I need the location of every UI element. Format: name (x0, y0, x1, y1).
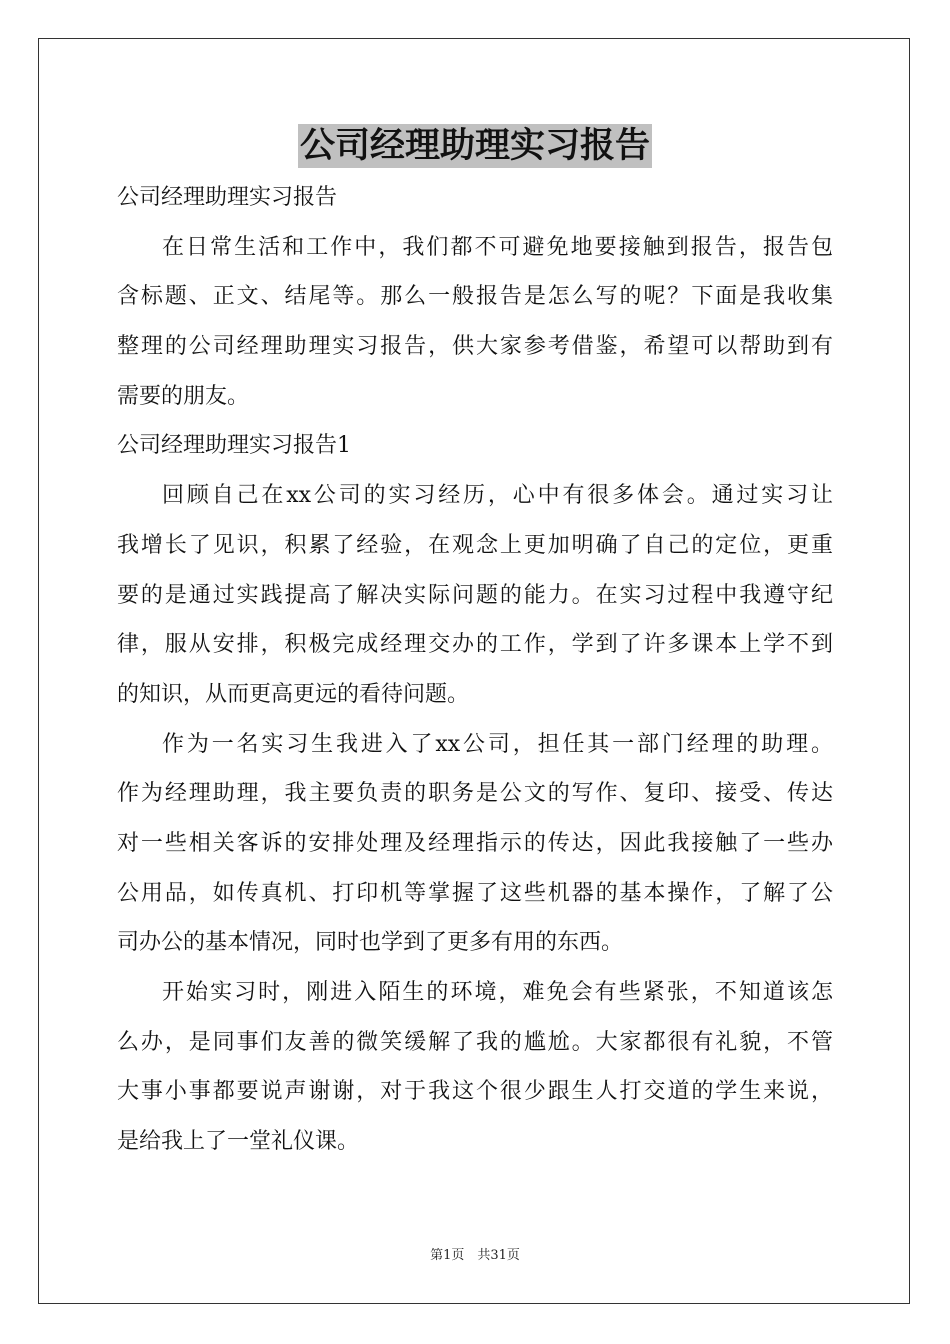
paragraph (117, 968, 833, 1167)
text-line: 司办公的基本情况，同时也学到了更多有用的东西。 (117, 930, 624, 956)
text-line: 作为经理助理，我主要负责的职务是公文的写作、复印、接受、传达 (117, 781, 833, 807)
page-footer: 第1页 共31页 (430, 1248, 520, 1263)
title-container (0, 124, 950, 168)
text-line: 律，服从安排，积极完成经理交办的工作，学到了许多课本上学不到 (117, 632, 833, 658)
text-line: 公司经理助理实习报告1 (117, 433, 351, 459)
section-heading (117, 421, 833, 471)
text-line: 么办，是同事们友善的微笑缓解了我的尴尬。大家都很有礼貌，不管 (117, 1029, 833, 1055)
text-line: 作为一名实习生我进入了xx公司，担任其一部门经理的助理。 (162, 731, 833, 757)
text-line: 大事小事都要说声谢谢，对于我这个很少跟生人打交道的学生来说， (117, 1079, 833, 1105)
text-line: 整理的公司经理助理实习报告，供大家参考借鉴，希望可以帮助到有 (117, 334, 833, 360)
text-line: 在日常生活和工作中，我们都不可避免地要接触到报告，报告包 (162, 234, 833, 260)
text-line: 开始实习时，刚进入陌生的环境，难免会有些紧张，不知道该怎 (162, 980, 833, 1005)
document-body (117, 173, 833, 1167)
text-line: 公司经理助理实习报告 (117, 185, 338, 210)
text-line: 回顾自己在xx公司的实习经历，心中有很多体会。通过实习让 (162, 483, 833, 509)
text-line: 公用品，如传真机、打印机等掌握了这些机器的基本操作，了解了公 (117, 880, 833, 906)
paragraph (117, 720, 833, 968)
section-heading (117, 173, 833, 223)
text-line: 是给我上了一堂礼仪课。 (117, 1129, 360, 1155)
text-line: 的知识，从而更高更远的看待问题。 (117, 681, 470, 707)
text-line: 我增长了见识，积累了经验，在观念上更加明确了自己的定位，更重 (117, 532, 833, 558)
text-line: 要的是通过实践提高了解决实际问题的能力。在实习过程中我遵守纪 (117, 582, 833, 608)
paragraph (117, 223, 833, 422)
paragraph (117, 471, 833, 719)
text-line: 对一些相关客诉的安排处理及经理指示的传达，因此我接触了一些办 (117, 830, 833, 856)
text-line: 需要的朋友。 (117, 383, 250, 409)
document-title: 公司经理助理实习报告 (299, 126, 650, 166)
text-line: 含标题、正文、结尾等。那么一般报告是怎么写的呢？下面是我收集 (117, 284, 833, 310)
